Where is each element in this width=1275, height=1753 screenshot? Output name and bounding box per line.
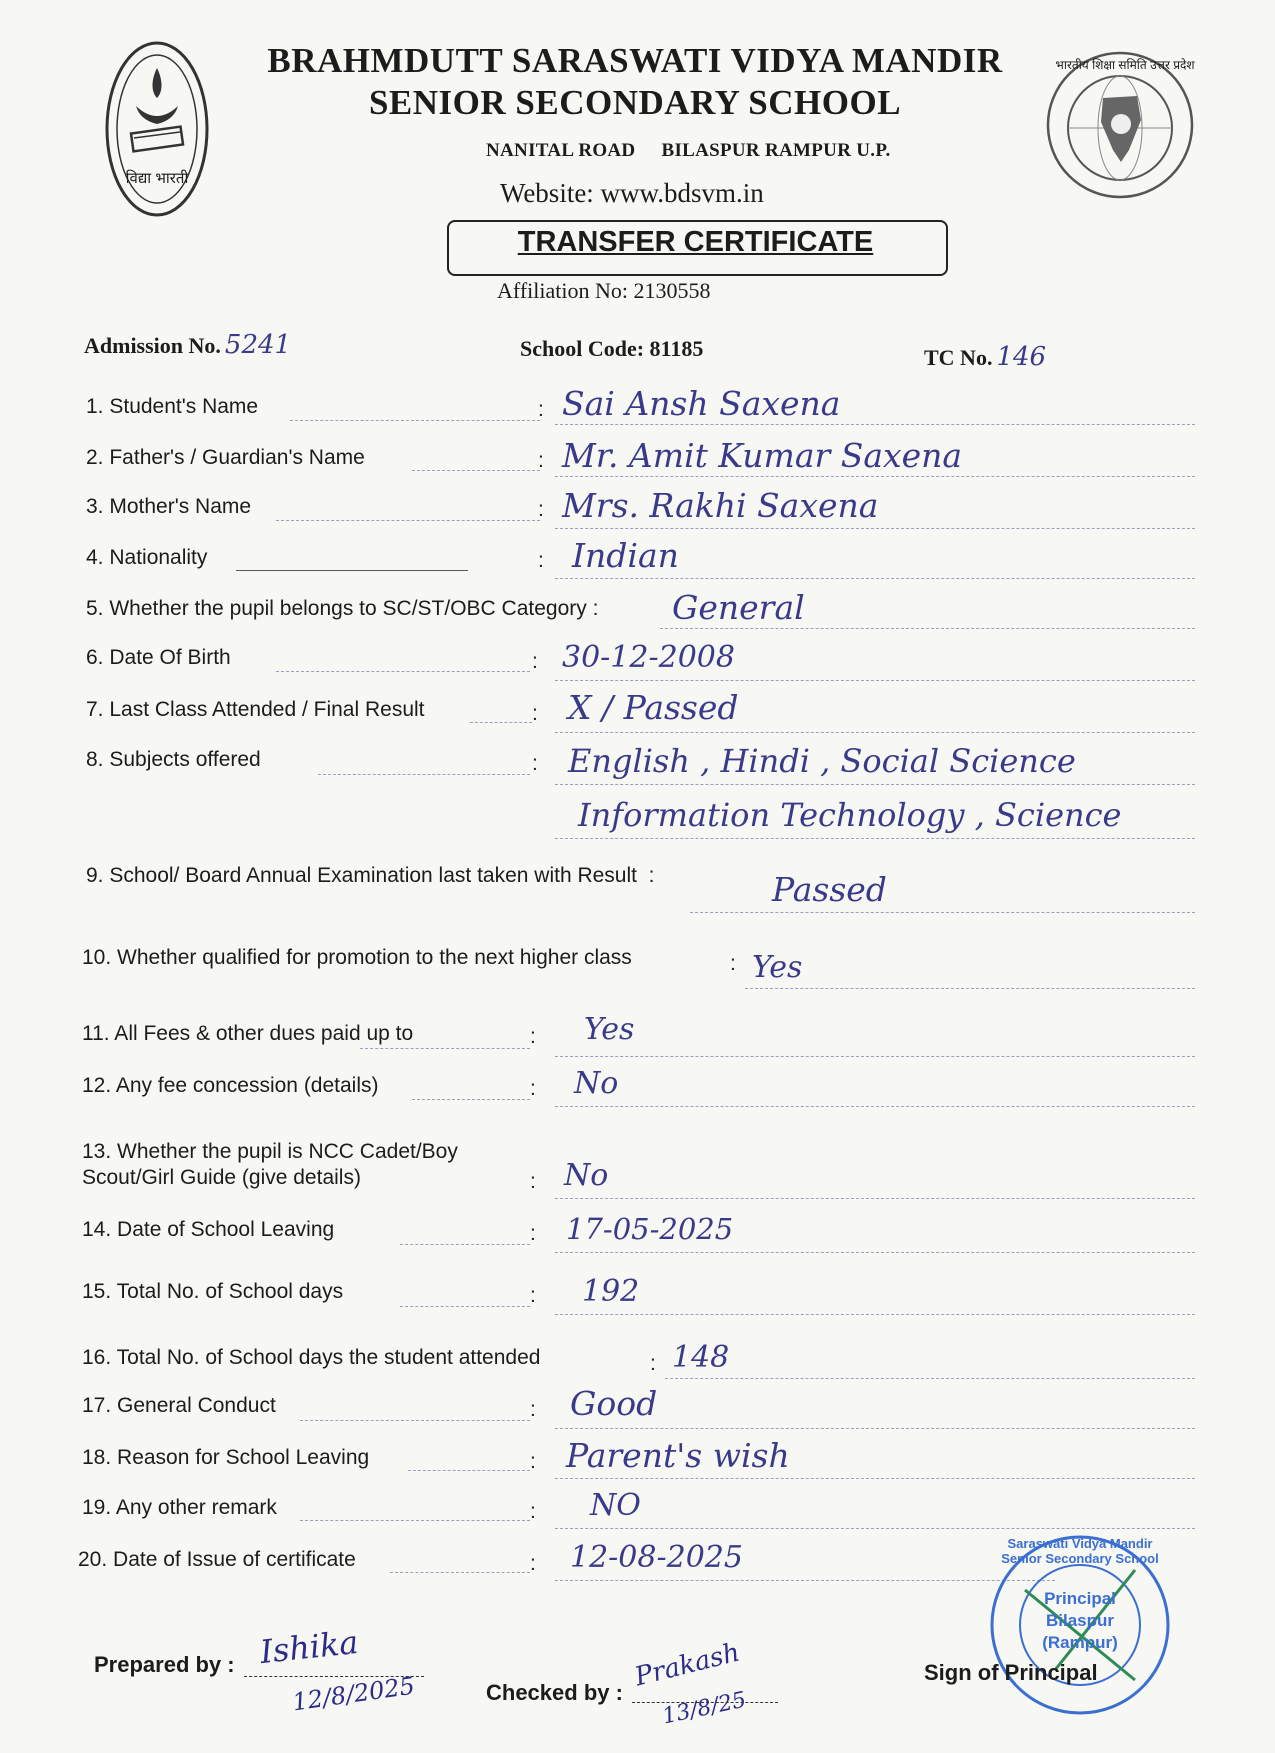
row-label-board-exam: 9. School/ Board Annual Examination last taken with Result : [86, 864, 655, 887]
dotted-line [555, 424, 1195, 425]
checked-by-signature: Prakash [631, 1637, 743, 1693]
stamp-outer-text: Saraswati Vidya Mandir Senior Secondary School [1001, 1536, 1159, 1566]
school-logo-left [104, 40, 210, 218]
school-name [240, 40, 1030, 124]
dotted-line [745, 988, 1195, 989]
row-label-leaving-reason: 18. Reason for School Leaving [82, 1446, 370, 1469]
logo-right-caption: भारतीय शिक्षा समिति उत्तर प्रदेश [1055, 58, 1195, 72]
dotted-line [555, 680, 1195, 681]
row-label-ncc-line1: 13. Whether the pupil is NCC Cadet/Boy [82, 1140, 458, 1163]
row-value-student-name: Sai Ansh Saxena [562, 384, 841, 423]
row-value-category: General [672, 588, 805, 627]
dotted-leader [408, 1470, 530, 1471]
school-name-line2: SENIOR SECONDARY SCHOOL [368, 83, 902, 122]
certificate-title: TRANSFER CERTIFICATE [517, 226, 874, 258]
row-label-issue-date: 20. Date of Issue of certificate [78, 1548, 356, 1571]
dotted-leader [400, 1244, 530, 1245]
row-colon: : [650, 1352, 656, 1375]
row-colon: : [532, 752, 538, 775]
dotted-leader [276, 671, 530, 672]
dotted-leader [412, 1099, 530, 1100]
logo-left-caption: विद्या भारती [125, 170, 189, 187]
prepared-by-signature: Ishika [258, 1622, 361, 1672]
row-value-mother-name: Mrs. Rakhi Saxena [562, 486, 879, 525]
row-label-fees-paid: 11. All Fees & other dues paid up to [82, 1022, 414, 1045]
dotted-line [555, 1428, 1195, 1429]
dotted-leader [400, 1306, 530, 1307]
row-value-fees-paid: Yes [584, 1012, 635, 1047]
row-value-issue-date: 12-08-2025 [570, 1540, 743, 1575]
dotted-line [555, 1478, 1195, 1479]
row-colon: : [530, 1025, 536, 1048]
stamp-inner-text [1030, 1588, 1130, 1654]
row-colon: : [530, 1500, 536, 1523]
row-value-father-name: Mr. Amit Kumar Saxena [562, 436, 963, 475]
row-value-leaving-date: 17-05-2025 [566, 1212, 734, 1246]
row-value-board-exam: Passed [772, 870, 887, 909]
school-code: School Code: 81185 [520, 336, 704, 361]
row-value-promotion: Yes [752, 950, 803, 985]
dotted-leader [276, 520, 540, 521]
row-label-fee-concession: 12. Any fee concession (details) [82, 1074, 379, 1097]
row-value-other-remark: NO [590, 1488, 641, 1523]
dotted-leader [300, 1420, 530, 1421]
row-value-fee-concession: No [574, 1066, 619, 1101]
dotted-line [555, 1106, 1195, 1107]
row-label-subjects: 8. Subjects offered [86, 748, 261, 771]
dotted-line [555, 784, 1195, 785]
row-value-nationality: Indian [572, 536, 679, 575]
school-name-line1: BRAHMDUTT SARASWATI VIDYA MANDIR [267, 41, 1003, 80]
row-colon: : [530, 1552, 536, 1575]
row-label-ncc-line2: Scout/Girl Guide (give details) [82, 1166, 361, 1189]
solid-line [236, 570, 468, 571]
tc-label: TC No. [924, 345, 993, 370]
row-label-conduct: 17. General Conduct [82, 1394, 276, 1417]
dotted-line [555, 528, 1195, 529]
row-colon: : [538, 398, 544, 421]
row-label-category: 5. Whether the pupil belongs to SC/ST/OBC Category : [86, 597, 599, 620]
admission-value: 5241 [224, 330, 292, 360]
stamp-inner-line2: Bilaspur [1045, 1611, 1115, 1630]
row-label-other-remark: 19. Any other remark [82, 1496, 277, 1519]
dotted-line [555, 1056, 1195, 1057]
dotted-line [555, 1314, 1195, 1315]
dotted-line [555, 578, 1195, 579]
row-colon: : [532, 650, 538, 673]
row-colon: : [538, 549, 544, 572]
tc-number [924, 342, 1046, 372]
dotted-line [555, 1528, 1195, 1529]
address-city: BILASPUR RAMPUR U.P. [661, 140, 891, 161]
school-website: Website: www.bdsvm.in [500, 178, 764, 208]
row-value-subjects-line1: English , Hindi , Social Science [568, 742, 1076, 780]
row-value-conduct: Good [570, 1384, 658, 1423]
admission-label: Admission No. [84, 333, 221, 358]
row-label-promotion: 10. Whether qualified for promotion to the next higher class [82, 946, 632, 969]
row-value-leaving-reason: Parent's wish [566, 1436, 790, 1475]
row-value-days-attended: 148 [672, 1340, 730, 1375]
row-colon: : [730, 952, 736, 975]
dotted-leader [470, 722, 532, 723]
dotted-leader [390, 1572, 530, 1573]
address-road: NANITAL ROAD [486, 140, 636, 161]
row-label-mother-name: 3. Mother's Name [86, 495, 252, 518]
row-colon: : [538, 449, 544, 472]
school-address [486, 140, 891, 162]
dotted-line [555, 732, 1195, 733]
row-label-nationality: 4. Nationality [86, 546, 208, 569]
dotted-line [665, 1378, 1195, 1379]
row-label-student-name: 1. Student's Name [86, 395, 259, 418]
checked-by-date: 13/8/25 [660, 1687, 749, 1730]
dotted-line [555, 1580, 1055, 1581]
row-colon: : [530, 1450, 536, 1473]
row-label-total-days: 15. Total No. of School days [82, 1280, 344, 1303]
dotted-line [555, 1252, 1195, 1253]
row-colon: : [530, 1077, 536, 1100]
dotted-line [555, 838, 1195, 839]
dotted-leader [318, 774, 530, 775]
stamp-inner-line1: Principal [1044, 1589, 1116, 1608]
admission-number [84, 330, 291, 360]
dotted-leader [290, 420, 540, 421]
dotted-line [555, 476, 1195, 477]
row-value-dob: 30-12-2008 [562, 640, 735, 675]
row-colon: : [530, 1170, 536, 1193]
row-label-category-text: 5. Whether the pupil belongs to SC/ST/OBC Category [86, 597, 587, 620]
row-colon: : [532, 702, 538, 725]
dotted-leader [412, 470, 540, 471]
affiliation-number: Affiliation No: 2130558 [497, 278, 711, 303]
row-label-leaving-date: 14. Date of School Leaving [82, 1218, 335, 1241]
row-value-last-class: X / Passed [568, 688, 739, 727]
prepared-by-date: 12/8/2025 [290, 1671, 417, 1717]
row-label-days-attended: 16. Total No. of School days the student attended [82, 1346, 541, 1369]
principal-sign-label: Sign of Principal [924, 1660, 1098, 1685]
tc-value: 146 [996, 342, 1047, 372]
dotted-line [660, 628, 1195, 629]
dotted-leader [360, 1048, 530, 1049]
row-colon: : [538, 498, 544, 521]
prepared-by-label: Prepared by : [94, 1652, 235, 1677]
checked-by-label: Checked by : [486, 1680, 623, 1705]
row-value-total-days: 192 [582, 1274, 640, 1309]
row-label-father-name: 2. Father's / Guardian's Name [86, 446, 365, 469]
row-colon: : [530, 1284, 536, 1307]
dotted-line [555, 1198, 1195, 1199]
row-label-board-exam-text: 9. School/ Board Annual Examination last taken with Result [86, 864, 637, 887]
row-label-dob: 6. Date Of Birth [86, 646, 231, 669]
dotted-line [690, 912, 1195, 913]
row-label-last-class: 7. Last Class Attended / Final Result [86, 698, 425, 721]
row-colon: : [530, 1398, 536, 1421]
dotted-leader [300, 1520, 530, 1521]
stamp-inner-line3: (Rampur) [1042, 1633, 1118, 1652]
row-value-subjects-line2: Information Technology , Science [578, 796, 1122, 834]
row-colon: : [530, 1222, 536, 1245]
row-value-ncc: No [564, 1158, 609, 1193]
